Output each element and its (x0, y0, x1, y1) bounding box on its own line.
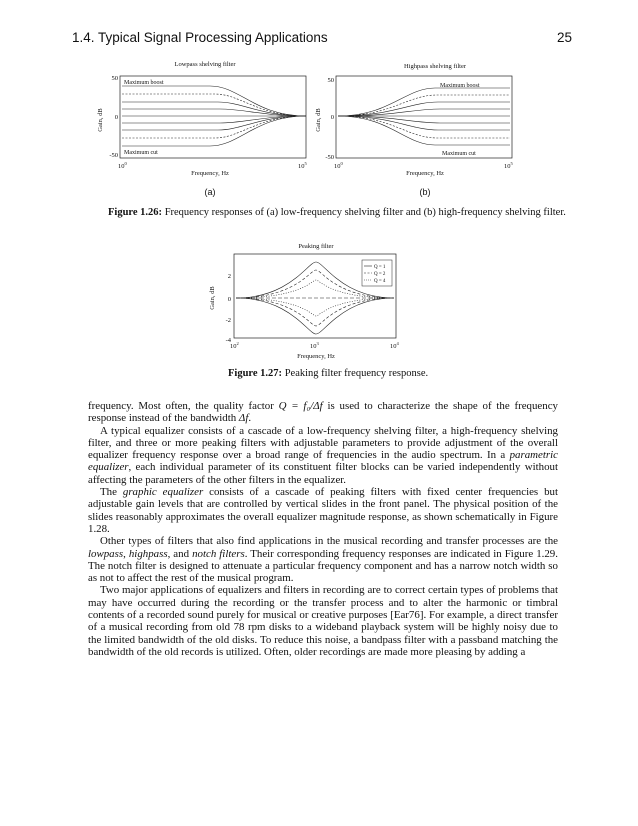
lowpass-curves (122, 86, 306, 146)
peaking-ylabel: Gain, dB (209, 286, 216, 310)
paragraph: Two major applications of equalizers and filters in recording are to correct certain types of problems that may have occurred during the recording or the transfer process and to alter the harmonic or timbral contents of a recorded sound purely for musical or creative purposes [Ear76]. For example, a direct transfer of a musical recording from old 78 rpm disks to a wideband playback system will be highly noisy due to the limited bandwidth of the old disks. To reduce this noise, a bandpass filter with a passband matching the bandwidth of the old records is utilized. Often, older recordings are made more pleasing by adding a (88, 584, 558, 658)
highpass-boost-label: Maximum boost (440, 83, 480, 89)
figure-1-26 (80, 58, 580, 208)
lowpass-xtick-right: $10^5$ (298, 161, 307, 170)
lowpass-panel-title: Lowpass shelving filter (174, 61, 236, 68)
subfigure-b-label: (b) (419, 187, 431, 197)
peaking-curve (236, 298, 394, 334)
highpass-ytick-bottom: -50 (325, 154, 334, 161)
bandwidth-symbol: Δf (238, 412, 249, 425)
paragraph: Other types of filters that also find applications in the musical recording and transfer processes are the lowpass, highpass, and notch filters. Their corresponding frequency responses are indicated in Figure 1.29. The notch filter is designed to attenuate a particular frequency component and has a narrow notch width so as not to affect the rest of the musical program. (88, 535, 558, 585)
running-header (72, 30, 572, 48)
highpass-xtick-right: $10^5$ (504, 161, 513, 170)
lowpass-cut-label: Maximum cut (124, 150, 158, 156)
lowpass-ytick-mid: 0 (114, 114, 118, 121)
highpass-ytick-mid: 0 (330, 114, 334, 121)
figure-1-27-caption-label: Figure 1.27: (228, 368, 283, 379)
legend-entry: Q = 2 (374, 272, 386, 277)
paragraph: The graphic equalizer consists of a cascade of peaking filters with fixed center frequencies but adjustable gain levels that are controlled by vertical slides in the front panel. The physical position of the slides reasonably approximates the overall equalizer magnitude response, as shown schematically in Figure 1.28. (88, 486, 559, 535)
peaking-curve (236, 298, 394, 326)
figure-1-27-caption-text: Peaking filter frequency response. (282, 368, 429, 379)
peaking-ytick: 0 (227, 296, 231, 303)
peaking-xtick: $10^3$ (310, 341, 319, 350)
highpass-cut-label: Maximum cut (442, 151, 476, 157)
highpass-shelving-panel (315, 63, 514, 177)
lowpass-boost-label: Maximum boost (124, 80, 164, 86)
highpass-ylabel: Gain, dB (315, 108, 322, 132)
figure-1-27-caption (228, 368, 488, 379)
subfigure-a-label: (a) (204, 187, 216, 197)
peaking-xtick: $10^2$ (230, 341, 239, 350)
peaking-ytick: -4 (225, 337, 231, 344)
peaking-ytick: -2 (225, 317, 231, 324)
paragraph: frequency. Most often, the quality factor Q = f₀/Δf is used to characterize the shape of the frequency response instead of the bandwidth Δf. (88, 400, 558, 425)
highpass-curve (338, 95, 510, 116)
lowpass-xlabel: Frequency, Hz (191, 170, 229, 177)
lowpass-ytick-top: 50 (111, 75, 118, 82)
lowpass-shelving-panel (97, 61, 308, 177)
highpass-curve (338, 116, 510, 138)
peaking-legend (362, 260, 392, 286)
lowpass-ytick-bottom: -50 (109, 152, 118, 159)
peaking-ytick: 2 (227, 273, 231, 280)
lowpass-curve (122, 86, 306, 116)
lowpass-xtick-left: $10^0$ (118, 161, 127, 170)
legend-entry: Q = 1 (374, 265, 386, 270)
figure-1-26-caption-text: Frequency responses of (a) low-frequency shelving filter and (b) high-frequency shelving filter. (162, 207, 566, 218)
peaking-xtick: $10^4$ (390, 341, 399, 350)
highpass-curves (338, 88, 510, 145)
highpass-panel-title: Highpass shelving filter (403, 63, 467, 70)
peaking-title: Peaking filter (298, 243, 334, 250)
paragraph: A typical equalizer consists of a cascade of a low-frequency shelving filter, a high-frequency shelving filter, and three or more peaking filters with adjustable parameters to provide adjustment of the overall equalizer frequency response over a broad range of frequencies in the audio spectrum. In a parametric equalizer, each individual parameter of its constituent filter blocks can be varied independently without affecting the parameters of the other filters in the equalizer. (88, 424, 558, 486)
highpass-xtick-left: $10^0$ (334, 161, 343, 170)
lowpass-curve (122, 116, 306, 146)
figure-1-26-caption-label: Figure 1.26: (108, 207, 163, 218)
legend-entry: Q = 4 (374, 279, 386, 284)
peaking-xlabel: Frequency, Hz (297, 353, 335, 360)
page-number: 25 (556, 30, 572, 45)
highpass-xlabel: Frequency, Hz (406, 170, 444, 177)
quality-factor-equation: Q = f₀/Δf (278, 400, 323, 412)
body-text (88, 400, 558, 658)
figure-1-27 (200, 240, 440, 368)
lowpass-ylabel: Gain, dB (97, 108, 104, 132)
figure-1-26-caption (108, 207, 578, 218)
highpass-curve (338, 116, 510, 145)
section-title: 1.4. Typical Signal Processing Applications (72, 30, 328, 45)
highpass-ytick-top: 50 (327, 77, 334, 84)
